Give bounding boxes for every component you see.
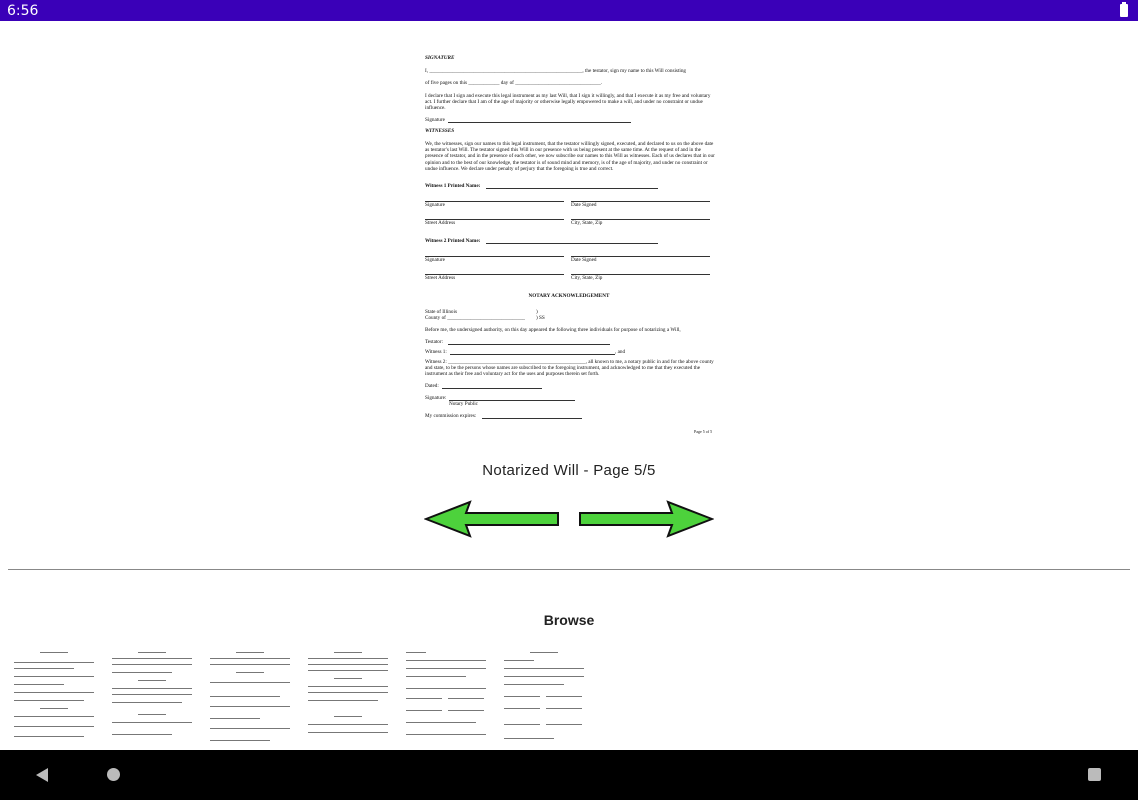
- witness1-street-label: Street Address: [425, 220, 456, 226]
- witness1-date-label: Date Signed: [571, 202, 597, 208]
- back-icon[interactable]: [35, 767, 49, 783]
- notary-signature-label: Signature:: [425, 395, 447, 401]
- witnesses-text: We, the witnesses, sign our names to this legal instrument, that the testator willingly signed, executed, and declared to us on the above date as testator's last Will. The testator signed this Will in our presence with us being present at the same time. At the request of and in the presence of testator, and in the presence of each other, we now subscribe our names to this Will as witnesses. Each of us declares that in our opinion and to the best of our knowledge, the testator is of sound mind and memory, is of the age of majority, and under no constraint or undue influence. We declare under penalty of perjury that the foregoing is true and correct.: [425, 141, 715, 172]
- witness2-street-label: Street Address: [425, 275, 456, 281]
- thumbnail-page-1[interactable]: [10, 648, 98, 750]
- home-icon[interactable]: [107, 768, 120, 781]
- signature-line-2: of five pages on this ____________ day of _________________________________.: [425, 80, 603, 86]
- recents-icon[interactable]: [1088, 768, 1101, 781]
- thumbnail-page-6[interactable]: [500, 648, 588, 750]
- witness1-city-label: City, State, Zip: [571, 220, 603, 226]
- dated-label: Dated:: [425, 383, 439, 389]
- witness2-label: Witness 2 Printed Name:: [425, 238, 481, 244]
- document-page: SIGNATURE I, ___________________________________________________________, the testator, sign my name to this Will consisting of five pages on this ____________ day of _________________________________. I declare that I sign and execute this legal instrument as my last Will, that I sign it willingly, and that I execute it as my free and voluntary act. I further declare that I am of the age of majority or otherwise legally empowered to make a will, and under no constraint or undue influence. Signature WITNESSES We, the witnesses, sign our names to this legal instrument, that the testator willingly signed, executed, and declared to us on the above date as testator's last Will. The testator signed this Will in our presence with us being present at the same time. At the request of and in the presence of testator, and in the presence of each other, we now subscribe our names to this Will as witnesses. Each of us declares that in our opinion and to the best of our knowledge, the testator is of sound mind and memory, is of the age of majority, and under no constraint or undue influence. We declare under penalty of perjury that the foregoing is true and correct. Witness 1 Printed Name: Signature Date Signed Street Address City, State, Zip Witness 2 Printed Name: Signature Date Signed Street Address City, State, Zip NOTARY ACKNOWLEDGEMENT State of Illinois County of ______________________________ ) ) SS Before me, the undersigned authority, on this day appeared the following three individuals for purpose of notarizing a Will, Testator: Witness 1: , and Witness 2: _____________________________________________________, all known to me, a notary public in and for the above county and state, to be the persons whose names are subscribed to the foregoing instrument, and acknowledged to me that they executed the instrument as their free and voluntary act for the uses and purposes therein set forth. Dated: Signature: Notary Public My commission expires: Page 5 of 5: [418, 50, 720, 442]
- status-bar: [0, 0, 1138, 21]
- signature-heading: SIGNATURE: [425, 55, 455, 61]
- witness1-signature-label: Signature: [425, 202, 445, 208]
- status-time: 6:56: [7, 3, 39, 19]
- thumbnail-page-2[interactable]: [108, 648, 196, 750]
- right-arrow-icon[interactable]: [578, 500, 714, 538]
- page-footer: Page 5 of 5: [694, 429, 713, 434]
- browse-title: Browse: [543, 612, 595, 628]
- ss-label: SS: [539, 315, 545, 321]
- signature-label: Signature: [425, 117, 445, 123]
- thumbnail-page-3[interactable]: [206, 648, 294, 750]
- page-title: Notarized Will - Page 5/5: [482, 462, 656, 479]
- state-line: State of Illinois: [425, 309, 457, 315]
- signature-line-1: I, ___________________________________________________________, the testator, sign my name to this Will consisting: [425, 68, 687, 74]
- battery-icon: [1120, 4, 1128, 17]
- witness1-label: Witness 1 Printed Name:: [425, 183, 481, 189]
- notary-public-label: Notary Public: [449, 401, 478, 407]
- system-nav-bar: [0, 750, 1138, 800]
- witness2-signature-label: Signature: [425, 257, 445, 263]
- commission-label: My commission expires:: [425, 413, 477, 419]
- thumbnail-page-5[interactable]: [402, 648, 490, 750]
- witness1-notary-label: Witness 1:: [425, 349, 447, 355]
- before-me-text: Before me, the undersigned authority, on this day appeared the following three individuals for purpose of notarizing a Will,: [425, 327, 681, 333]
- notary-heading: NOTARY ACKNOWLEDGEMENT: [528, 293, 610, 299]
- witness2-date-label: Date Signed: [571, 257, 597, 263]
- and-text: , and: [615, 349, 626, 355]
- section-divider: [8, 569, 1130, 570]
- testator-label: Testator:: [425, 339, 444, 345]
- witnesses-heading: WITNESSES: [425, 128, 455, 134]
- witness2-notary-text: Witness 2: _____________________________________________________, all known to me, a notary public in and for the above county and state, to be the persons whose names are subscribed to the foregoing instrument, and acknowledged to me that they executed the instrument as their free and voluntary act for the uses and purposes therein set forth.: [425, 359, 714, 378]
- left-arrow-icon[interactable]: [424, 500, 560, 538]
- county-line: County of ______________________________: [425, 315, 526, 321]
- thumbnail-page-4[interactable]: [304, 648, 392, 750]
- witness2-city-label: City, State, Zip: [571, 275, 603, 281]
- declare-text: I declare that I sign and execute this legal instrument as my last Will, that I sign it willingly, and that I execute it as my free and voluntary act. I further declare that I am of the age of majority or otherwise legally empowered to make a will, and under no constraint or undue influence.: [425, 93, 711, 112]
